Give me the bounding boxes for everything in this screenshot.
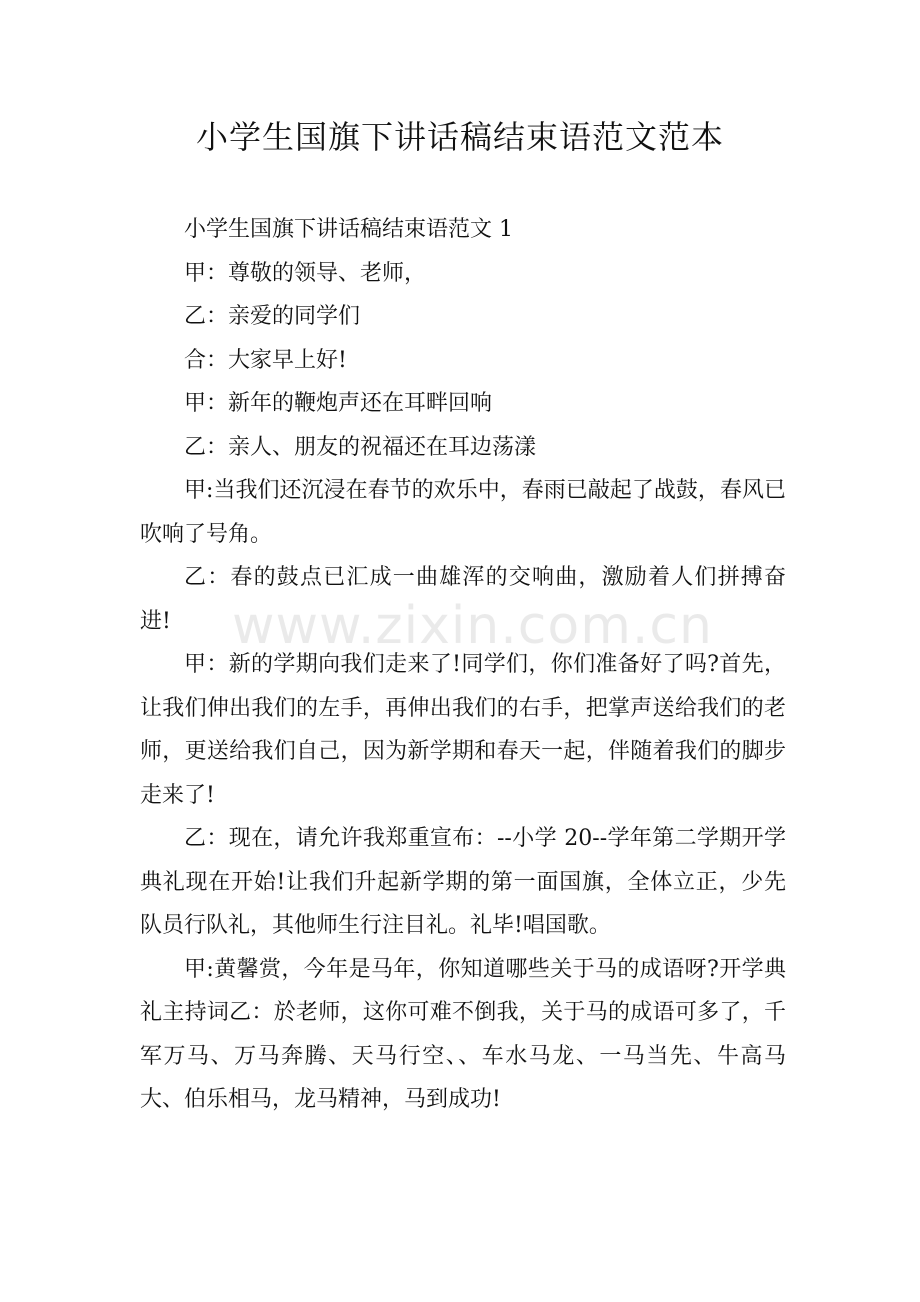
paragraph: 乙：现在，请允许我郑重宣布：--小学 20--学年第二学期开学典礼现在开始!让我们升起新学期的第一面国旗，全体立正，少先队员行队礼，其他师生行注目礼。礼毕!唱国歌。 [140, 826, 786, 938]
paragraph: 甲：新的学期向我们走来了!同学们，你们准备好了吗?首先，让我们伸出我们的左手，再伸出我们的右手，把掌声送给我们的老师，更送给我们自己，因为新学期和春天一起，伴随着我们的脚步走来了! [140, 652, 786, 808]
paragraph: 乙：亲爱的同学们 [184, 304, 361, 329]
paragraph: 乙：春的鼓点已汇成一曲雄浑的交响曲，激励着人们拼搏奋进! [140, 565, 786, 634]
paragraph: 合：大家早上好! [184, 347, 347, 373]
paragraph: 甲:当我们还沉浸在春节的欢乐中，春雨已敲起了战鼓，春风已吹响了号角。 [140, 478, 786, 547]
paragraph: 甲:黄馨赏，今年是马年，你知道哪些关于马的成语呀?开学典礼主持词乙：於老师，这你可难不倒我，关于马的成语可多了，千军万马、万马奔腾、天马行空、、车水马龙、一马当先、牛高马大、伯乐相马，龙马精神，马到成功! [140, 956, 786, 1112]
document-body [140, 208, 786, 1122]
watermark-text: www.zixin.com.cn [232, 596, 713, 656]
document-title: 小学生国旗下讲话稿结束语范文范本 [195, 118, 724, 156]
paragraph: 甲：尊敬的领导、老师， [184, 260, 427, 286]
paragraph: 小学生国旗下讲话稿结束语范文 1 [184, 217, 513, 242]
paragraph: 乙：亲人、朋友的祝福还在耳边荡漾 [184, 434, 537, 460]
paragraph: 甲：新年的鞭炮声还在耳畔回响 [184, 391, 493, 416]
